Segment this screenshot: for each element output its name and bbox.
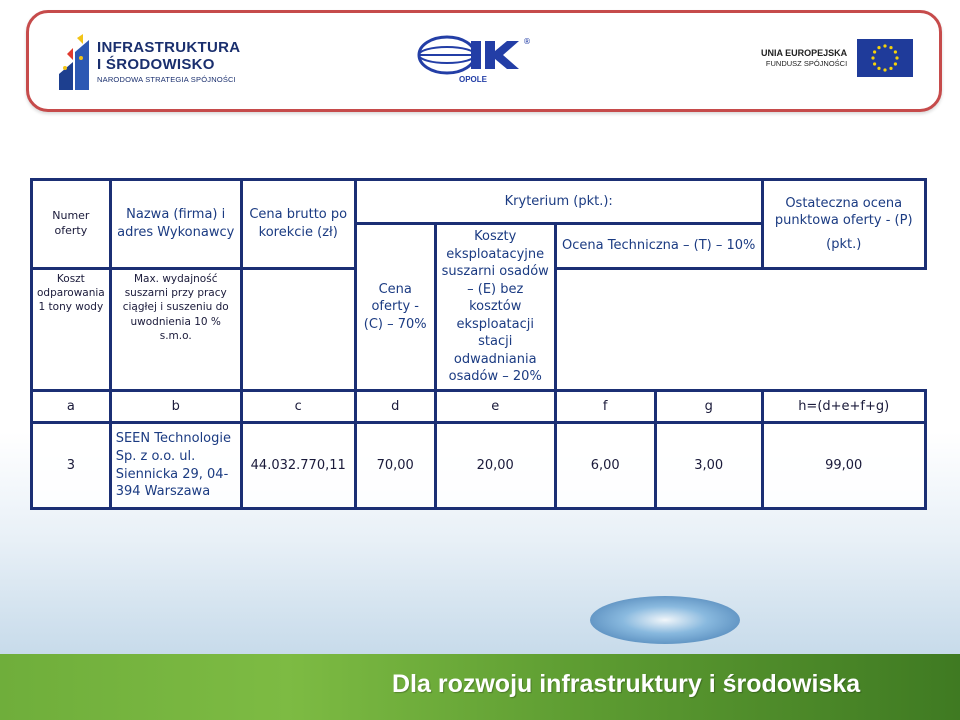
row-value-g: 3,00 [655,423,762,509]
logo-right-line1: UNIA EUROPEJSKA [761,48,848,59]
registered-mark: ® [523,37,531,46]
subheader-max-wydajnosc: Max. wydajność suszarni przy pracy ciągłej i suszeniu do uwodnienia 10 % s.m.o. [110,269,241,391]
header-ostateczna-line2: (pkt.) [826,236,862,252]
row-nazwa-wykonawcy: SEEN Technologie Sp. z o.o. ul. Siennicka 29, 04-394 Warszawa [110,423,241,509]
logo-right-line2: FUNDUSZ SPÓJNOŚCI [765,58,848,68]
logo-left-line1: INFRASTRUKTURA [97,39,241,57]
header-numer-oferty: Numer oferty [32,180,111,269]
letter-h: h=(d+e+f+g) [762,391,925,423]
wik-opole-logo [417,35,533,91]
header-ostateczna-ocena [762,180,925,269]
header-ocena-techniczna: Ocena Techniczna – (T) – 10% [555,224,762,269]
evaluation-table [30,178,927,510]
letter-d: d [355,391,435,423]
header-logos-panel [26,10,942,112]
footer-slogan: Dla rozwoju infrastruktury i środowiska [392,670,861,698]
row-value-e: 20,00 [435,423,555,509]
row-cena-brutto: 44.032.770,11 [241,423,355,509]
letter-g: g [655,391,762,423]
infrastruktura-logo [59,31,240,93]
water-drop-graphic [590,596,740,644]
eu-flag-icon [857,39,913,77]
letter-f: f [555,391,655,423]
row-value-h: 99,00 [762,423,925,509]
logo-left-line2: I ŚRODOWISKO [97,56,215,74]
letter-e: e [435,391,555,423]
letter-c: c [241,391,355,423]
header-koszty-eksploatacyjne: Koszty eksploatacyjne suszarni osadów – (E) bez kosztów eksploatacji stacji odwadniania osadów – 20% [435,224,555,391]
subheader-koszt-odparowania: Koszt odparowania 1 tony wody [32,269,111,391]
row-numer: 3 [32,423,111,509]
infrastruktura-emblem-icon [59,34,91,90]
letter-b: b [110,391,241,423]
header-nazwa-wykonawcy: Nazwa (firma) i adres Wykonawcy [110,180,241,269]
row-value-c: 70,00 [355,423,435,509]
header-kryterium: Kryterium (pkt.): [355,180,762,224]
letter-a: a [32,391,111,423]
header-cena-brutto: Cena brutto po korekcie (zł) [241,180,355,269]
header-cena-oferty: Cena oferty - (C) – 70% [355,224,435,391]
row-value-f: 6,00 [555,423,655,509]
header-ostateczna-line1: Ostateczna ocena punktowa oferty - (P) [774,195,913,229]
logo-center-sub: OPOLE [459,75,488,84]
logo-left-line3: NARODOWA STRATEGIA SPÓJNOŚCI [97,75,236,85]
wik-globe-icon [417,35,533,79]
eu-fund-logo [761,39,913,77]
